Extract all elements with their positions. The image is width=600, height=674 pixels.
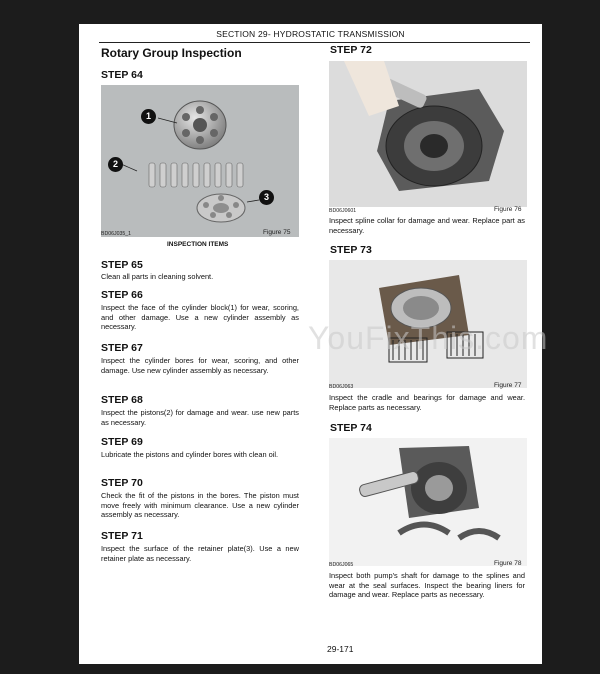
step-73-text: Inspect the cradle and bearings for damage and wear. Replace parts as necessary.: [329, 393, 525, 412]
step-69-heading: STEP 69: [101, 436, 143, 448]
step-64-heading: STEP 64: [101, 69, 143, 81]
figure-77-label: Figure 77: [494, 382, 522, 389]
step-70-heading: STEP 70: [101, 477, 143, 489]
piston: [160, 163, 166, 187]
figure-78-photo: [329, 438, 527, 566]
step-65-heading: STEP 65: [101, 259, 143, 271]
step-66-text: Inspect the face of the cylinder block(1) for wear, scoring, and other damage. Use a new cylinder assembly as necessary.: [101, 303, 299, 332]
section-header: SECTION 29- HYDROSTATIC TRANSMISSION: [216, 29, 405, 39]
piston: [171, 163, 177, 187]
header-rule: [99, 42, 530, 43]
step-72-text: Inspect spline collar for damage and wear. Replace part as necessary.: [329, 216, 525, 235]
watermark: YouFixThis.com: [308, 320, 549, 356]
piston: [226, 163, 232, 187]
step-70-text: Check the fit of the pistons in the bores. The piston must move freely with minimum clearance. Use a new cylinder assembly as necessary.: [101, 491, 299, 520]
step-68-heading: STEP 68: [101, 394, 143, 406]
figure-75-label: Figure 75: [263, 229, 291, 236]
step-67-heading: STEP 67: [101, 342, 143, 354]
step-69-text: Lubricate the pistons and cylinder bores with clean oil.: [101, 450, 279, 459]
figure-76-label: Figure 76: [494, 206, 522, 213]
step-71-text: Inspect the surface of the retainer plate(3). Use a new retainer plate as necessary.: [101, 544, 299, 563]
figure-75-code: BD06J035_1: [101, 231, 131, 237]
step-74-text: Inspect both pump's shaft for damage to the splines and wear at the seal surfaces. Inspect the bearing liners for damage and wear. Replace parts as necessary.: [329, 571, 525, 600]
step-67-text: Inspect the cylinder bores for wear, scoring, and other damage. Use new cylinder assembly as necessary.: [101, 356, 299, 375]
callout-2: 2: [108, 157, 123, 172]
section-title: Rotary Group Inspection: [101, 46, 242, 60]
callout-1: 1: [141, 109, 156, 124]
piston: [149, 163, 155, 187]
step-66-heading: STEP 66: [101, 289, 143, 301]
figure-77-code: BD06J063: [329, 384, 354, 390]
step-73-heading: STEP 73: [330, 244, 372, 256]
step-74-heading: STEP 74: [330, 422, 372, 434]
step-72-heading: STEP 72: [330, 44, 372, 56]
piston: [193, 163, 199, 187]
piston: [237, 163, 243, 187]
piston: [215, 163, 221, 187]
callout-3: 3: [259, 190, 274, 205]
figure-76-code: BD06J0601: [329, 208, 357, 214]
figure-75-photo: [101, 85, 299, 237]
figure-75-caption: INSPECTION ITEMS: [167, 241, 229, 248]
page-number: 29-171: [327, 644, 354, 654]
step-68-text: Inspect the pistons(2) for damage and wear. use new parts as necessary.: [101, 408, 299, 427]
step-71-heading: STEP 71: [101, 530, 143, 542]
piston: [182, 163, 188, 187]
piston: [204, 163, 210, 187]
step-65-text: Clean all parts in cleaning solvent.: [101, 272, 214, 281]
figure-78-code: BD06J065: [329, 562, 354, 568]
figure-78-label: Figure 78: [494, 560, 522, 567]
figure-76-photo: [329, 61, 527, 207]
